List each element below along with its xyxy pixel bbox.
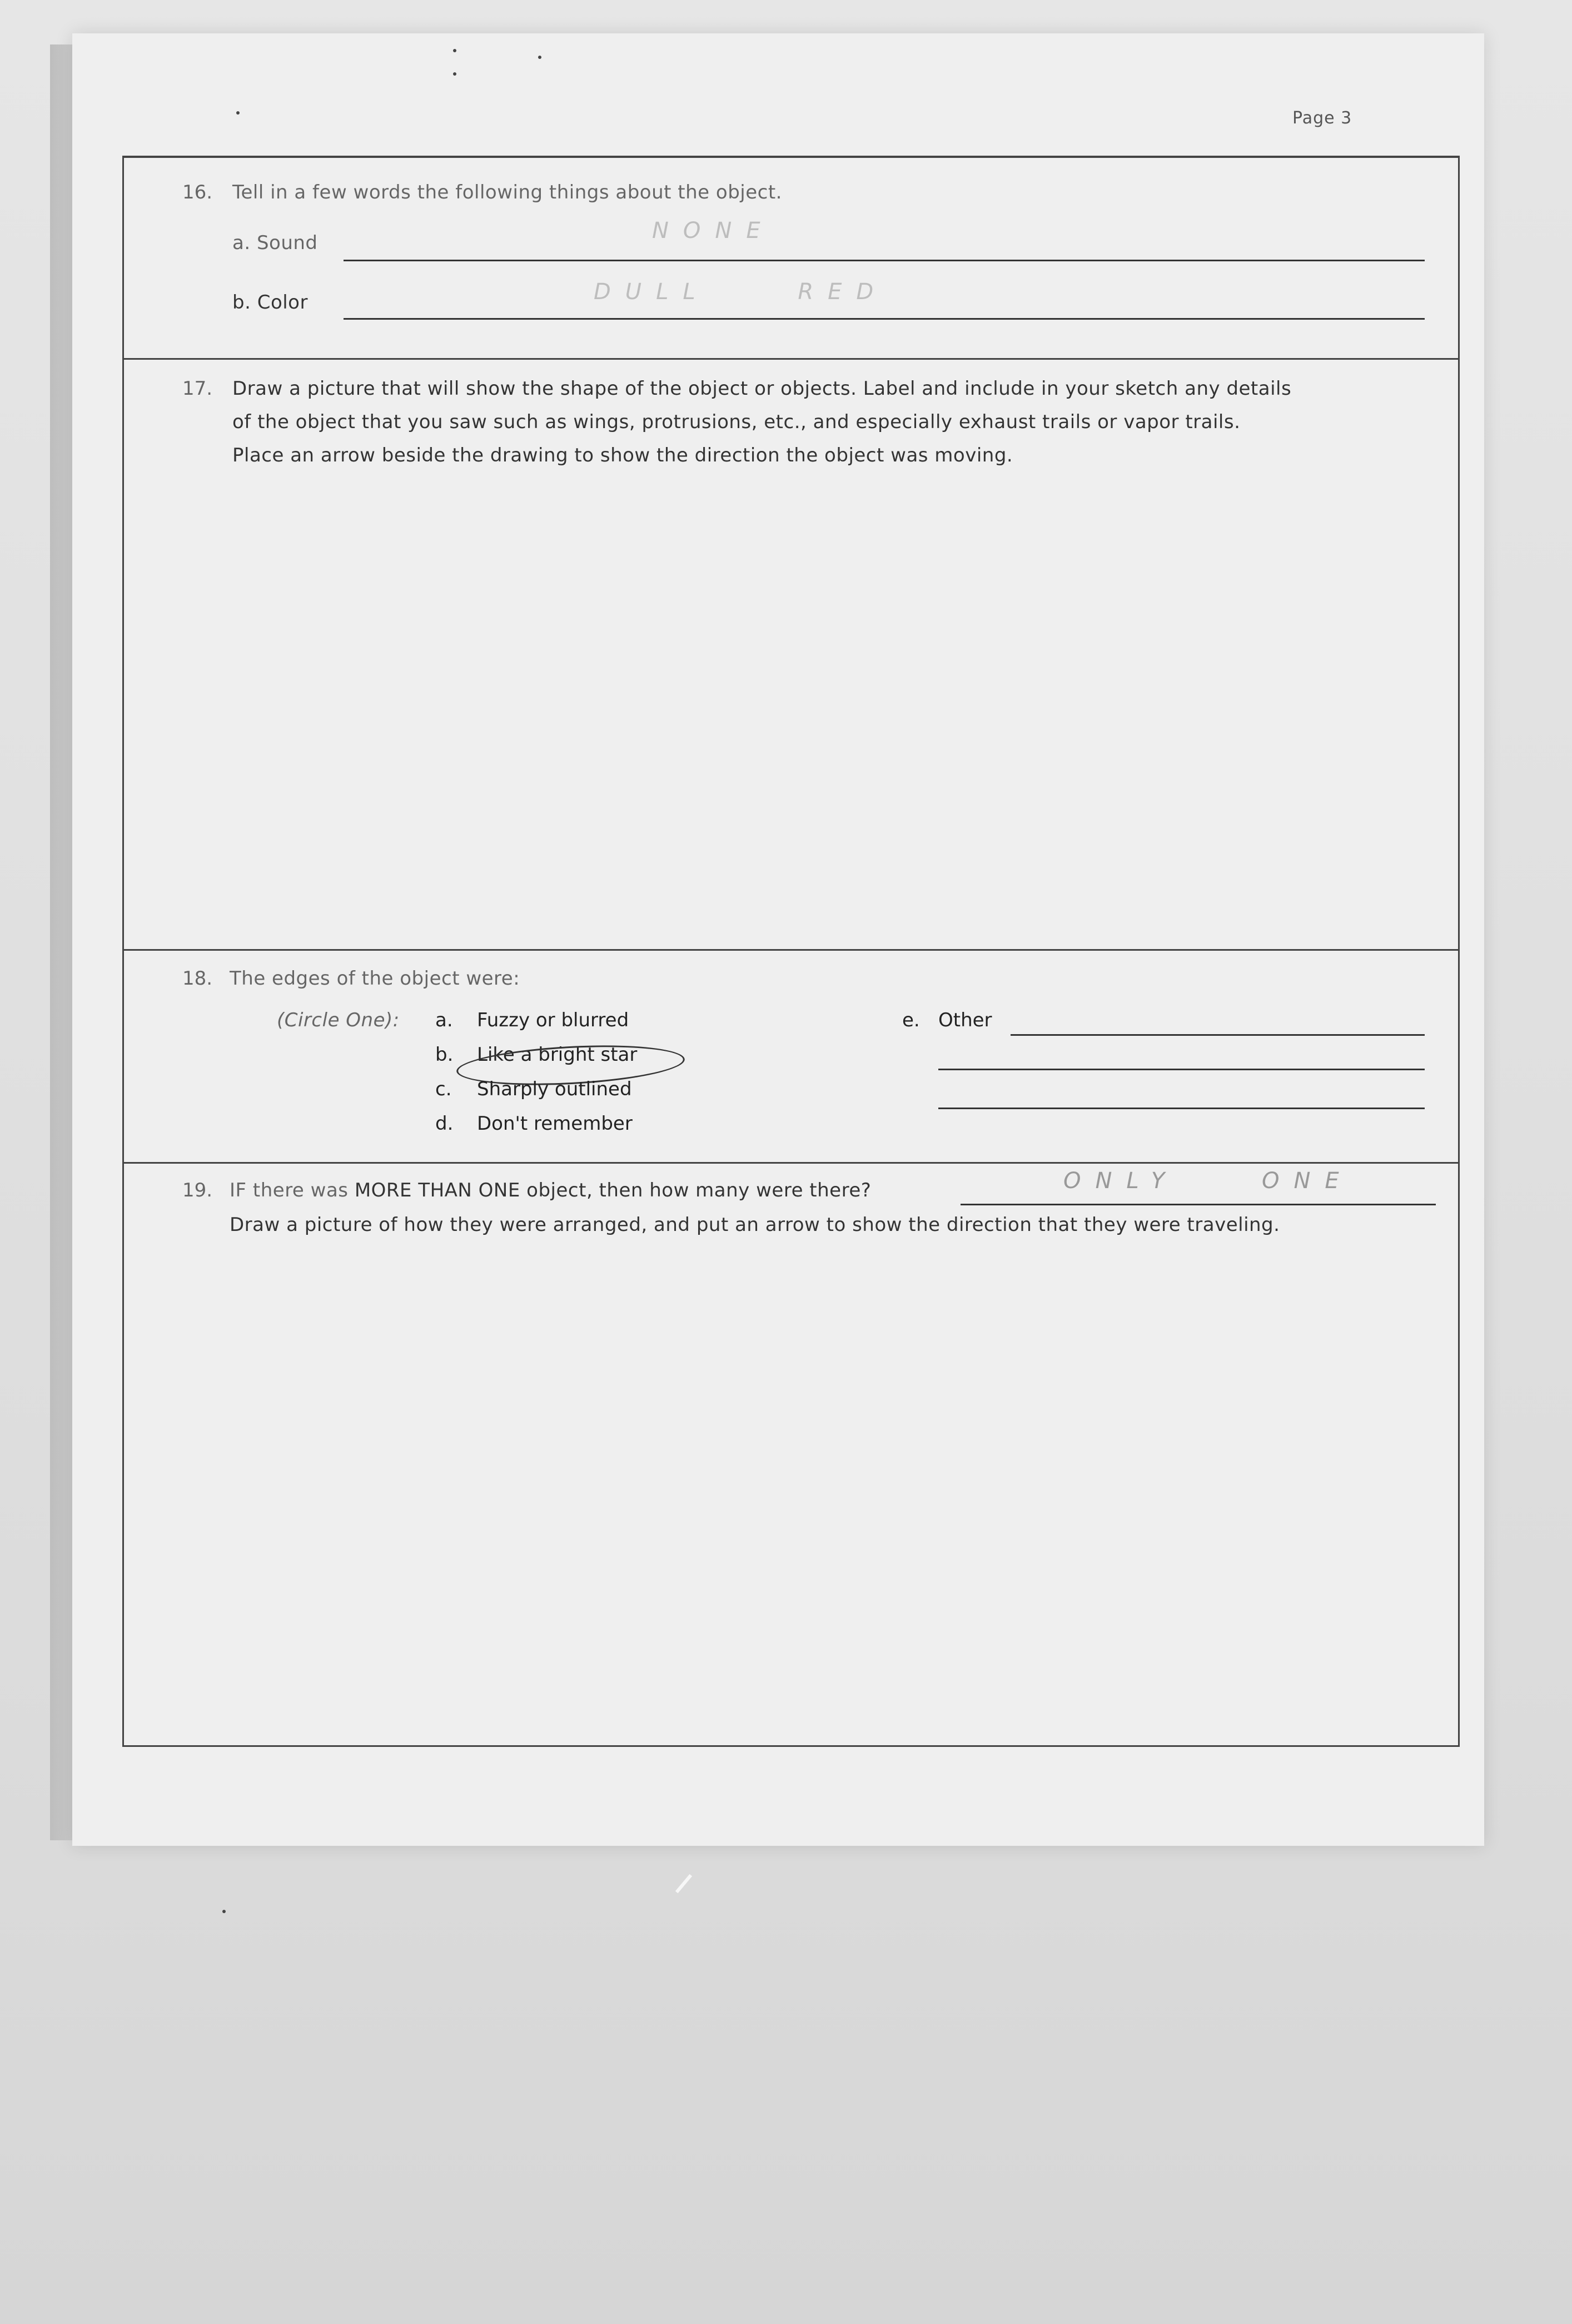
question-17 [124, 360, 1458, 951]
prompt-emphasis: MORE THAN ONE [354, 1179, 520, 1201]
question-number: 19. [182, 1179, 213, 1201]
color-answer-line[interactable] [344, 318, 1425, 320]
option-bright-star[interactable]: Like a bright star [477, 1044, 638, 1066]
count-answer: ONLY ONE [1063, 1168, 1354, 1194]
option-other-label: Other [938, 1009, 992, 1031]
question-prompt-line-2: of the object that you saw such as wings, protrusions, etc., and especially exhaust trails or vapor trails. [232, 411, 1241, 433]
option-sharply-outlined[interactable]: Sharply outlined [477, 1078, 632, 1100]
questionnaire-form [122, 156, 1460, 1747]
dust-speck [453, 72, 456, 76]
question-prompt: The edges of the object were: [230, 967, 520, 990]
option-c-letter: c. [435, 1078, 452, 1100]
other-answer-line-1[interactable] [1011, 1034, 1425, 1036]
question-16 [124, 158, 1458, 360]
dust-speck [453, 49, 456, 52]
question-prompt-line-3: Place an arrow beside the drawing to show the direction the object was moving. [232, 444, 1013, 466]
question-prompt-line-1: Draw a picture that will show the shape of the object or objects. Label and include in your sketch any details [232, 378, 1292, 400]
option-fuzzy[interactable]: Fuzzy or blurred [477, 1009, 629, 1031]
question-prompt: Tell in a few words the following things about the object. [232, 181, 782, 203]
sound-label: a. Sound [232, 232, 318, 254]
dust-speck [538, 56, 541, 59]
sound-answer-line[interactable] [344, 260, 1425, 261]
sound-answer: NONE [652, 218, 775, 244]
other-answer-line-2[interactable] [938, 1069, 1425, 1070]
color-label: b. Color [232, 291, 308, 314]
question-number: 16. [182, 181, 213, 203]
option-e-letter: e. [902, 1009, 920, 1031]
option-a-letter: a. [435, 1009, 453, 1031]
drawing-area[interactable] [135, 482, 1447, 938]
arrangement-drawing-area[interactable] [135, 1253, 1447, 1731]
question-number: 18. [182, 967, 213, 990]
count-answer-line[interactable] [961, 1204, 1436, 1205]
option-b-letter: b. [435, 1044, 454, 1066]
option-d-letter: d. [435, 1113, 454, 1135]
question-18 [124, 951, 1458, 1164]
dust-speck [236, 111, 240, 115]
color-answer: DULL RED [594, 279, 888, 305]
question-19 [124, 1164, 1458, 1744]
page-number: Page 3 [1292, 108, 1352, 128]
question-prompt-line-2: Draw a picture of how they were arranged, and put an arrow to show the direction that they were traveling. [230, 1214, 1280, 1236]
other-answer-line-3[interactable] [938, 1108, 1425, 1109]
question-number: 17. [182, 378, 213, 400]
prompt-prefix: IF there was [230, 1179, 349, 1201]
question-prompt [230, 1179, 871, 1201]
option-dont-remember[interactable]: Don't remember [477, 1113, 633, 1135]
circle-one-instruction: (Circle One): [277, 1009, 400, 1031]
dust-speck [222, 1910, 226, 1913]
prompt-suffix: object, then how many were there? [526, 1179, 872, 1201]
